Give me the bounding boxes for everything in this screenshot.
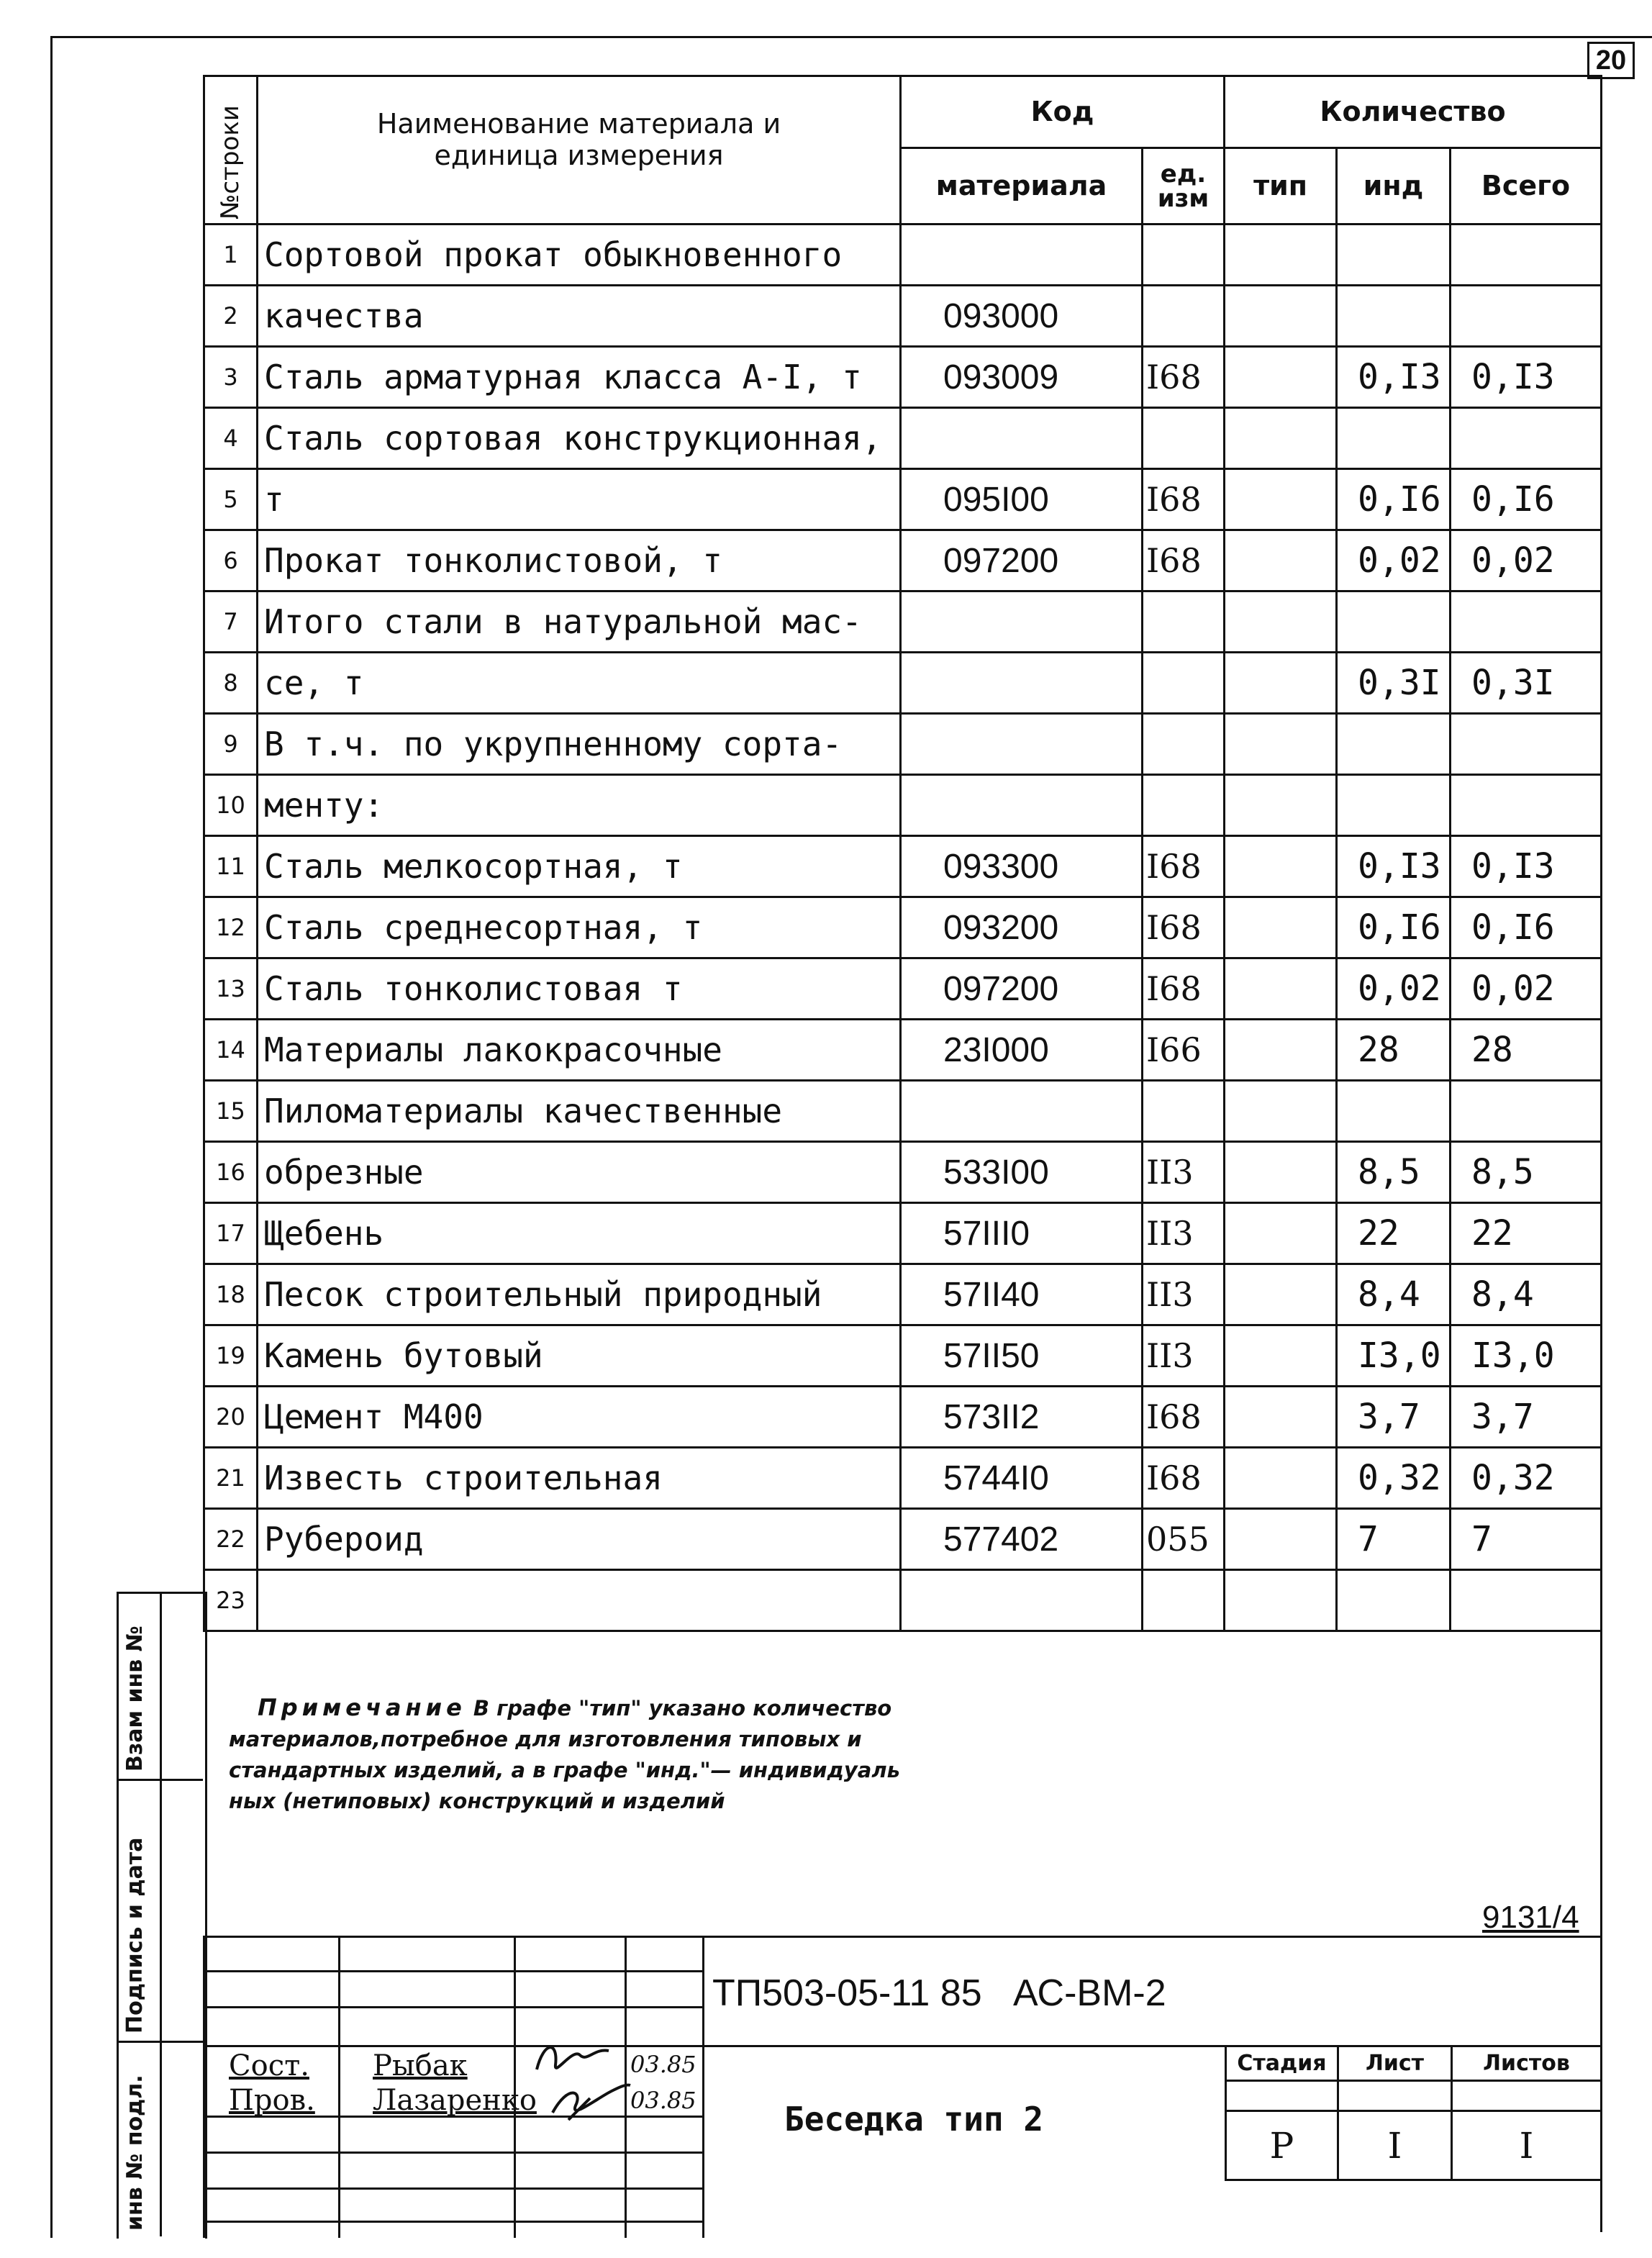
qty-type — [1225, 286, 1337, 347]
qty-total: 3,7 — [1451, 1387, 1602, 1448]
qty-type — [1225, 530, 1337, 591]
row-number: 21 — [204, 1448, 258, 1509]
table-row — [204, 225, 1602, 286]
row-number: 16 — [204, 1142, 258, 1203]
header-name: Наименование материала и единица измерения — [258, 76, 901, 225]
material-name: Итого стали в натуральной мас- — [258, 591, 901, 653]
unit-code: I68 — [1143, 1448, 1225, 1509]
qty-total — [1451, 1081, 1602, 1142]
table-row — [204, 1142, 1602, 1203]
qty-total: 0,3I — [1451, 653, 1602, 714]
material-name: Камень бутовый — [258, 1325, 901, 1387]
material-name: Сталь среднесортная, т — [258, 897, 901, 958]
material-name: Цемент М400 — [258, 1387, 901, 1448]
unit-code: I68 — [1143, 958, 1225, 1020]
qty-total: 22 — [1451, 1203, 1602, 1264]
row-number: 23 — [204, 1570, 258, 1631]
row-number: 12 — [204, 897, 258, 958]
material-code: 57II50 — [901, 1325, 1143, 1387]
material-code — [901, 1081, 1143, 1142]
prov-name: Лазаренко — [373, 2084, 537, 2117]
material-code: 577402 — [901, 1509, 1143, 1570]
qty-total: 0,02 — [1451, 530, 1602, 591]
qty-total: 7 — [1451, 1509, 1602, 1570]
qty-total: 0,I6 — [1451, 897, 1602, 958]
header-quantity: Количество — [1225, 76, 1602, 148]
qty-ind: 0,02 — [1337, 530, 1451, 591]
material-code — [901, 775, 1143, 836]
page-number: 20 — [1587, 42, 1635, 79]
qty-ind: 0,I3 — [1337, 836, 1451, 897]
header-qty-total: Всего — [1451, 148, 1602, 225]
qty-total: 8,4 — [1451, 1264, 1602, 1325]
qty-ind: 8,5 — [1337, 1142, 1451, 1203]
unit-code: II3 — [1143, 1203, 1225, 1264]
material-name: Щебень — [258, 1203, 901, 1264]
table-row — [204, 1081, 1602, 1142]
prov-label: Пров. — [229, 2084, 315, 2117]
materials-rows — [204, 225, 1602, 1631]
row-number: 13 — [204, 958, 258, 1020]
qty-total — [1451, 225, 1602, 286]
unit-code — [1143, 714, 1225, 775]
qty-type — [1225, 1020, 1337, 1081]
title-block-left — [203, 1936, 205, 2238]
material-code — [901, 591, 1143, 653]
qty-total — [1451, 286, 1602, 347]
row-number: 2 — [204, 286, 258, 347]
qty-ind: 0,32 — [1337, 1448, 1451, 1509]
material-name: Сталь мелкосортная, т — [258, 836, 901, 897]
table-row — [204, 1570, 1602, 1631]
header-row-no — [204, 76, 258, 225]
qty-total: 0,I3 — [1451, 836, 1602, 897]
material-name: качества — [258, 286, 901, 347]
qty-total — [1451, 591, 1602, 653]
qty-type — [1225, 347, 1337, 408]
row-number: 7 — [204, 591, 258, 653]
header-code-material: материала — [901, 148, 1143, 225]
table-row — [204, 469, 1602, 530]
table-row — [204, 1203, 1602, 1264]
document-code: ТП503-05-11 85 АС-ВМ-2 — [712, 1972, 1166, 2014]
row-number: 17 — [204, 1203, 258, 1264]
qty-type — [1225, 1081, 1337, 1142]
material-name: Известь строительная — [258, 1448, 901, 1509]
frame-top-line — [50, 36, 1652, 38]
table-row — [204, 897, 1602, 958]
unit-code: I68 — [1143, 530, 1225, 591]
material-code — [901, 225, 1143, 286]
row-number: 14 — [204, 1020, 258, 1081]
material-code: 57II40 — [901, 1264, 1143, 1325]
inventory-number: 9131/4 — [1482, 1900, 1579, 1935]
material-name: Пиломатериалы качественные — [258, 1081, 901, 1142]
sost-date: 03.85 — [630, 2051, 696, 2078]
unit-code — [1143, 653, 1225, 714]
sost-label: Сост. — [229, 2049, 309, 2082]
qty-ind: 7 — [1337, 1509, 1451, 1570]
row-number: 20 — [204, 1387, 258, 1448]
unit-code: I68 — [1143, 836, 1225, 897]
qty-total: 8,5 — [1451, 1142, 1602, 1203]
title-row-4 — [203, 2152, 702, 2154]
material-name: Материалы лакокрасочные — [258, 1020, 901, 1081]
materials-table — [203, 75, 1602, 1632]
unit-code — [1143, 408, 1225, 469]
title-block-top — [203, 1936, 1600, 1938]
material-code — [901, 653, 1143, 714]
unit-code: II3 — [1143, 1264, 1225, 1325]
qty-ind — [1337, 225, 1451, 286]
row-number: 8 — [204, 653, 258, 714]
qty-ind: 22 — [1337, 1203, 1451, 1264]
row-number: 6 — [204, 530, 258, 591]
qty-ind: 3,7 — [1337, 1387, 1451, 1448]
row-number: 4 — [204, 408, 258, 469]
table-row — [204, 1509, 1602, 1570]
qty-total: 0,I6 — [1451, 469, 1602, 530]
note-block — [229, 1692, 1020, 1817]
material-name: Рубероид — [258, 1509, 901, 1570]
unit-code — [1143, 286, 1225, 347]
unit-code: I68 — [1143, 469, 1225, 530]
qty-type — [1225, 1387, 1337, 1448]
material-name: се, т — [258, 653, 901, 714]
material-code — [901, 714, 1143, 775]
material-code: 57III0 — [901, 1203, 1143, 1264]
qty-total — [1451, 1570, 1602, 1631]
qty-ind — [1337, 1570, 1451, 1631]
qty-ind — [1337, 591, 1451, 653]
table-row — [204, 286, 1602, 347]
side-label-podpis: Подпись и дата — [122, 1837, 148, 2033]
title-row-6 — [203, 2221, 702, 2223]
qty-ind: 0,3I — [1337, 653, 1451, 714]
qty-total: 28 — [1451, 1020, 1602, 1081]
unit-code: I66 — [1143, 1020, 1225, 1081]
qty-type — [1225, 1509, 1337, 1570]
sheets-blank — [1452, 2081, 1602, 2111]
unit-code: I68 — [1143, 897, 1225, 958]
row-number: 3 — [204, 347, 258, 408]
table-row — [204, 408, 1602, 469]
material-name: Сортовой прокат обыкновенного — [258, 225, 901, 286]
qty-total — [1451, 714, 1602, 775]
qty-total — [1451, 775, 1602, 836]
qty-ind — [1337, 714, 1451, 775]
qty-total: I3,0 — [1451, 1325, 1602, 1387]
qty-type — [1225, 1203, 1337, 1264]
object-title: Беседка тип 2 — [784, 2100, 1044, 2139]
frame-left-line — [50, 36, 53, 2238]
sheets-value: I — [1452, 2111, 1602, 2180]
unit-code — [1143, 225, 1225, 286]
qty-type — [1225, 1325, 1337, 1387]
note-heading: Примечание — [258, 1694, 466, 1721]
row-number: 10 — [204, 775, 258, 836]
qty-ind — [1337, 775, 1451, 836]
qty-type — [1225, 958, 1337, 1020]
header-code-unit: ед. изм — [1143, 148, 1225, 225]
material-code: 095I00 — [901, 469, 1143, 530]
sheets-label: Листов — [1452, 2046, 1602, 2081]
title-block-sign-right — [702, 1936, 704, 2238]
qty-type — [1225, 1448, 1337, 1509]
note-line-1: В графе "тип" указано количество — [473, 1696, 892, 1720]
material-code: 5744I0 — [901, 1448, 1143, 1509]
qty-ind: 0,02 — [1337, 958, 1451, 1020]
table-row — [204, 591, 1602, 653]
title-row-2 — [203, 2006, 702, 2008]
qty-total: 0,02 — [1451, 958, 1602, 1020]
table-row — [204, 1325, 1602, 1387]
row-number: 18 — [204, 1264, 258, 1325]
sheet-blank — [1338, 2081, 1452, 2111]
qty-total: 0,I3 — [1451, 347, 1602, 408]
row-number: 9 — [204, 714, 258, 775]
qty-ind — [1337, 286, 1451, 347]
note-line-3: стандартных изделий, а в графе "инд."— индивидуаль — [229, 1758, 900, 1782]
sost-name: Рыбак — [373, 2049, 468, 2082]
qty-type — [1225, 591, 1337, 653]
material-code — [901, 408, 1143, 469]
material-code: 093000 — [901, 286, 1143, 347]
material-name: Прокат тонколистовой, т — [258, 530, 901, 591]
qty-type — [1225, 775, 1337, 836]
prov-signature — [547, 2069, 633, 2127]
material-name: Сталь тонколистовая т — [258, 958, 901, 1020]
unit-code: I68 — [1143, 347, 1225, 408]
unit-code: II3 — [1143, 1142, 1225, 1203]
qty-type — [1225, 469, 1337, 530]
row-number: 5 — [204, 469, 258, 530]
table-row — [204, 530, 1602, 591]
table-row — [204, 958, 1602, 1020]
material-code: 097200 — [901, 530, 1143, 591]
qty-type — [1225, 1570, 1337, 1631]
unit-code — [1143, 775, 1225, 836]
qty-ind: 28 — [1337, 1020, 1451, 1081]
qty-type — [1225, 408, 1337, 469]
qty-ind — [1337, 408, 1451, 469]
material-name: Сталь сортовая конструкционная, — [258, 408, 901, 469]
table-row — [204, 1448, 1602, 1509]
sheet-label: Лист — [1338, 2046, 1452, 2081]
header-row-no-label: №строки — [216, 105, 245, 219]
table-row — [204, 653, 1602, 714]
qty-type — [1225, 1142, 1337, 1203]
stage-blank — [1226, 2081, 1338, 2111]
material-code: 533I00 — [901, 1142, 1143, 1203]
material-code: 23I000 — [901, 1020, 1143, 1081]
unit-code: 055 — [1143, 1509, 1225, 1570]
table-row — [204, 1387, 1602, 1448]
qty-type — [1225, 836, 1337, 897]
unit-code: I68 — [1143, 1387, 1225, 1448]
row-number: 22 — [204, 1509, 258, 1570]
unit-code — [1143, 1081, 1225, 1142]
side-label-inv: инв № подл. — [122, 2075, 148, 2231]
side-label-vzam: Взам инв № — [122, 1626, 148, 1772]
qty-type — [1225, 653, 1337, 714]
table-row — [204, 1020, 1602, 1081]
material-code: 093009 — [901, 347, 1143, 408]
table-row — [204, 836, 1602, 897]
sheet-value: I — [1338, 2111, 1452, 2180]
unit-code — [1143, 1570, 1225, 1631]
material-name — [258, 1570, 901, 1631]
table-row — [204, 714, 1602, 775]
header-qty-ind: инд — [1337, 148, 1451, 225]
material-code: 097200 — [901, 958, 1143, 1020]
row-number: 1 — [204, 225, 258, 286]
table-row — [204, 775, 1602, 836]
row-number: 19 — [204, 1325, 258, 1387]
qty-ind: I3,0 — [1337, 1325, 1451, 1387]
title-row-1 — [203, 1970, 702, 1972]
material-name: т — [258, 469, 901, 530]
binding-inner-line — [160, 1592, 162, 2236]
material-code: 573II2 — [901, 1387, 1143, 1448]
material-name: Песок строительный природный — [258, 1264, 901, 1325]
qty-type — [1225, 1264, 1337, 1325]
qty-total: 0,32 — [1451, 1448, 1602, 1509]
stage-sheet-table — [1225, 2045, 1602, 2181]
qty-ind: 0,I3 — [1337, 347, 1451, 408]
qty-ind: 8,4 — [1337, 1264, 1451, 1325]
row-number: 15 — [204, 1081, 258, 1142]
qty-type — [1225, 714, 1337, 775]
prov-date: 03.85 — [630, 2087, 696, 2114]
qty-ind: 0,I6 — [1337, 897, 1451, 958]
stage-value: Р — [1226, 2111, 1338, 2180]
material-code — [901, 1570, 1143, 1631]
qty-ind: 0,I6 — [1337, 469, 1451, 530]
unit-code: II3 — [1143, 1325, 1225, 1387]
title-row-5 — [203, 2187, 702, 2190]
qty-total — [1451, 408, 1602, 469]
qty-ind — [1337, 1081, 1451, 1142]
note-line-2: материалов,потребное для изготовления типовых и — [229, 1727, 862, 1751]
material-code: 093300 — [901, 836, 1143, 897]
qty-type — [1225, 225, 1337, 286]
table-row — [204, 1264, 1602, 1325]
material-name: В т.ч. по укрупненному сорта- — [258, 714, 901, 775]
row-number: 11 — [204, 836, 258, 897]
material-name: менту: — [258, 775, 901, 836]
material-name: обрезные — [258, 1142, 901, 1203]
material-code: 093200 — [901, 897, 1143, 958]
table-row — [204, 347, 1602, 408]
title-col-1 — [338, 1936, 340, 2238]
note-line-4: ных (нетиповых) конструкций и изделий — [229, 1789, 725, 1813]
header-code: Код — [901, 76, 1225, 148]
qty-type — [1225, 897, 1337, 958]
header-qty-type: тип — [1225, 148, 1337, 225]
stage-label: Стадия — [1226, 2046, 1338, 2081]
unit-code — [1143, 591, 1225, 653]
material-name: Сталь арматурная класса А-I, т — [258, 347, 901, 408]
